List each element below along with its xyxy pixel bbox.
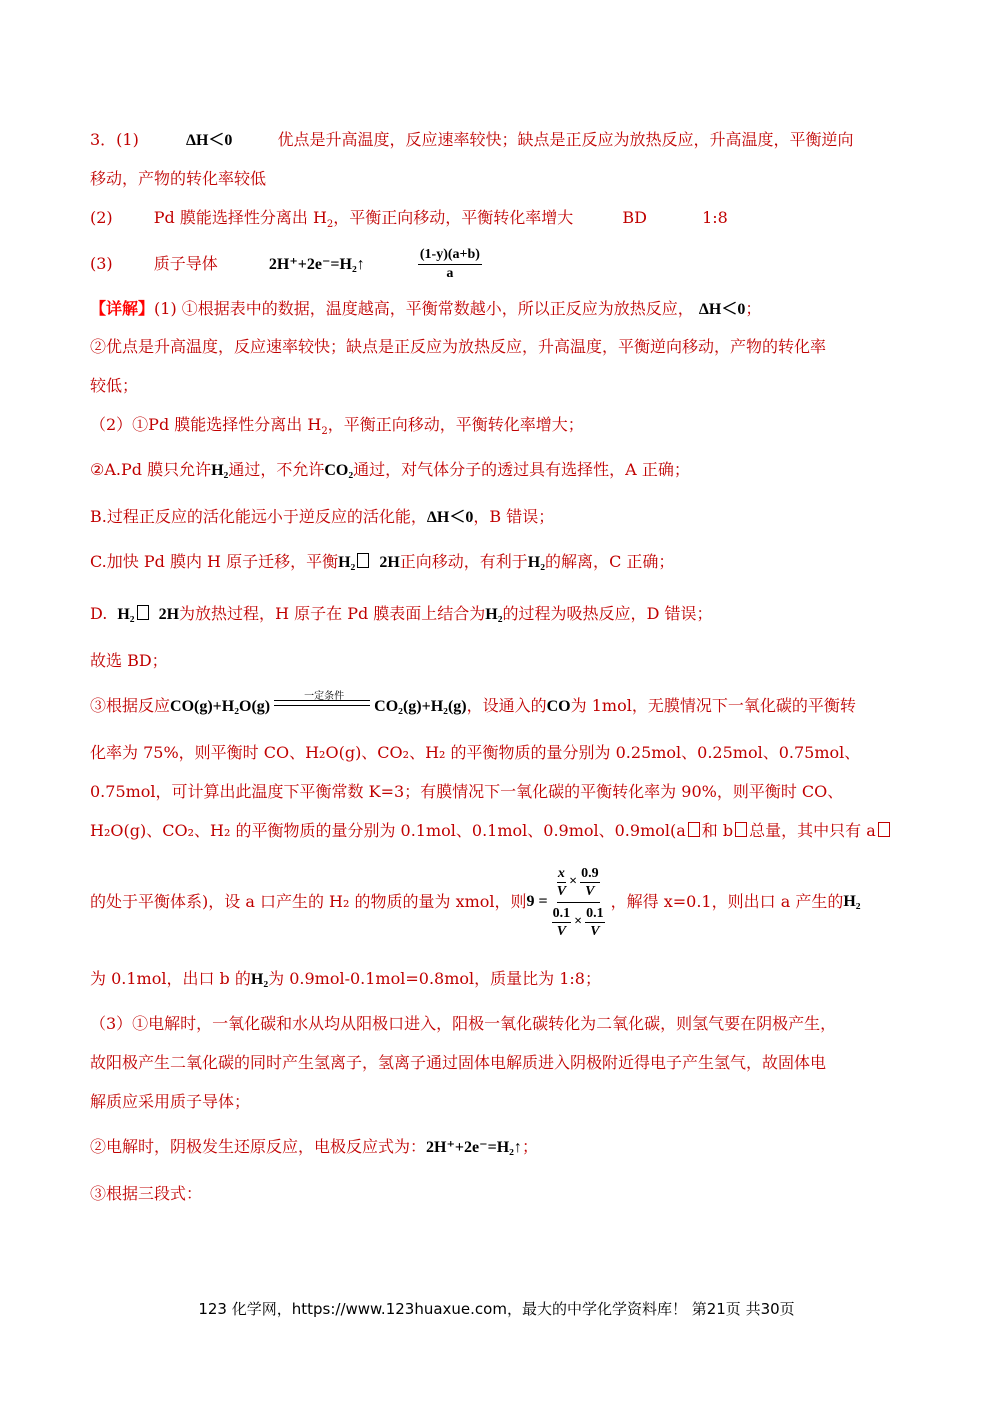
eq-x: x: [557, 865, 565, 881]
eq-v1: V: [556, 883, 567, 899]
detail-p15: （3）①电解时，一氧化碳和水从均从阳极口进入，阳极一氧化碳转化为二氧化碳，则氢气要在阴极产生，: [90, 1014, 837, 1033]
eq-09: 0.9: [581, 865, 599, 881]
answer-q3-2: (2) Pd 膜能选择性分离出 $H_2$，平衡正向移动，平衡转化率增大 BD 1:8: [90, 208, 728, 231]
box-a: [688, 822, 700, 837]
detail-p2a: ②优点是升高温度，反应速率较快；缺点是正反应为放热反应，升高温度，平衡逆向移动，产物的转化率: [90, 337, 827, 356]
formula-h2-f: H₂: [843, 893, 861, 910]
detail-p7-f: D: [646, 604, 660, 623]
formula-h2: H₂: [211, 462, 229, 479]
detail-p13-a: 的处于平衡体系)，设 a 口产生的 H₂ 的物质的量为 xmol，则: [90, 892, 527, 911]
detail-p12-b: 和 b: [701, 821, 734, 840]
detail-p6-a: C.加快 Pd 膜内 H 原子迁移，平衡: [90, 552, 339, 571]
detail-p7-c: H: [275, 604, 290, 623]
detail-p12-a: H₂O(g)、CO₂、H₂ 的平衡物质的量分别为 0.1mol、0.1mol、0.9mol、0.9mol(a: [90, 821, 686, 840]
detail-p1-dh: ΔH＜0: [698, 301, 746, 318]
detail-p9: [90, 690, 856, 717]
missing-glyph-box: [357, 553, 369, 568]
detail-p4-d: A: [625, 460, 637, 479]
q3-1-text-a: 优点是升高温度，反应速率较快；缺点是正反应为放热反应，升高温度，平衡逆向: [277, 130, 854, 149]
detail-p7-d: 原子在 Pd 膜表面上结合为: [289, 604, 486, 623]
detail-p10: 化率为 75%，则平衡时 CO、H₂O(g)、CO₂、H₂ 的平衡物质的量分别为 0.25mol、0.25mol、0.75mol、: [90, 743, 861, 762]
detail-p17: 解质应采用质子导体；: [90, 1092, 251, 1111]
answer-q3-1-cont: [90, 169, 266, 189]
q3-3-label: (3): [90, 254, 113, 273]
formula-h2-e: H₂: [485, 606, 503, 623]
detail-p7: [90, 604, 712, 625]
detail-p9-b: ，设通入的: [466, 696, 547, 715]
q3-3-conductor: 质子导体: [153, 254, 218, 273]
detail-p7-b: 为放热过程，: [179, 604, 276, 623]
reversible-arrow: [270, 690, 374, 715]
reaction-condition: 一定条件: [304, 690, 345, 702]
q3-2-bd: BD: [622, 208, 647, 227]
detail-p6-b: 正向移动，有利于: [399, 552, 528, 571]
box-c: [878, 822, 890, 837]
detail-p4-e: 正确；: [636, 460, 690, 479]
detail-p4: [90, 460, 690, 481]
detail-p18: [90, 1137, 538, 1158]
detail-p19: ③根据三段式：: [90, 1184, 203, 1203]
formula-2h: 2H: [379, 554, 400, 571]
formula-eq-left: CO(g)+H₂O(g): [170, 698, 271, 715]
answer-q3-1: [90, 130, 854, 151]
detail-p12-c: 总量，其中只有 a: [749, 821, 876, 840]
q3-1-label: 3．(1): [90, 130, 139, 149]
detail-p5-d: 错误；: [501, 507, 555, 526]
page-footer: 123 化学网，https://www.123huaxue.com，最大的中学化学资料库！ 第21页 共30页: [198, 1300, 795, 1318]
q3-2-text-pre: Pd 膜能选择性分离出 H: [153, 208, 327, 227]
equilibrium-equation: [527, 865, 605, 940]
detail-p1-text: (1) ①根据表中的数据，温度越高，平衡常数越小，所以正反应为放热反应，: [154, 299, 694, 318]
q3-3-fraction: [418, 246, 482, 283]
detail-p5-dh: ΔH＜0: [426, 509, 474, 526]
detail-p5-a: B.过程正反应的活化能远小于逆反应的活化能，: [90, 507, 427, 526]
detail-p12: [90, 821, 892, 841]
detail-p14-b: 为 0.9mol-0.1mol=0.8mol，质量比为 1:8；: [268, 969, 601, 988]
detail-p18-text: ②电解时，阴极发生还原反应，电极反应式为：: [90, 1137, 427, 1156]
formula-eq-right: CO₂(g)+H₂(g): [374, 698, 467, 715]
detail-p6-d: C: [609, 552, 622, 571]
detail-p6-c: 的解离，: [545, 552, 610, 571]
detail-p5-c: B: [489, 507, 502, 526]
detail-p2b: 较低；: [90, 376, 139, 395]
formula-cathode: 2H⁺+2e⁻=H₂↑: [426, 1139, 522, 1156]
eq-01a: 0.1: [552, 905, 571, 921]
formula-co: CO: [546, 698, 571, 715]
eq-v3: V: [556, 923, 567, 939]
answer-q3-3: [90, 246, 482, 283]
detail-p7-a: D.: [90, 604, 108, 623]
detail-p4-c: 通过，对气体分子的透过具有选择性，: [353, 460, 626, 479]
detail-p13-b: ，解得 x=0.1，则出口 a 产生的: [610, 892, 844, 911]
detail-p14: [90, 969, 601, 990]
formula-h2-g: H₂: [250, 971, 269, 988]
detail-p8: 故选 BD；: [90, 651, 168, 670]
detail-p13: [90, 858, 861, 946]
detail-p7-e: 的过程为吸热反应，: [502, 604, 647, 623]
detail-p6: [90, 552, 674, 573]
missing-glyph-box-2: [137, 605, 149, 620]
q3-2-label: (2): [90, 208, 113, 227]
detail-p7-g: 错误；: [659, 604, 713, 623]
detail-p5: [90, 507, 554, 528]
detail-p6-e: 正确；: [621, 552, 675, 571]
detail-p18-end: ；: [521, 1137, 538, 1156]
detail-p14-a: 为 0.1mol，出口 b 的: [90, 969, 251, 988]
q3-1-delta-h: ΔH＜0: [185, 132, 233, 149]
detail-p5-b: ，: [473, 507, 490, 526]
detail-p9-c: 为 1mol，无膜情况下一氧化碳的平衡转: [570, 696, 856, 715]
detail-p3-pre: （2）①Pd 膜能选择性分离出 H: [90, 415, 322, 434]
q3-3-frac-num: (1-y)(a+b): [418, 246, 482, 265]
formula-2h-b: 2H: [158, 606, 180, 623]
eq-times2: ×: [574, 914, 583, 929]
q3-3-equation: 2H⁺+2e⁻=H₂↑: [268, 256, 365, 273]
formula-h2-d: H₂: [117, 606, 135, 623]
detail-p4-b: 通过，不允许: [228, 460, 325, 479]
formula-co2: CO₂: [324, 462, 354, 479]
detail-p4-a: ②A.Pd 膜只允许: [90, 460, 212, 479]
eq-v2: V: [585, 883, 595, 899]
formula-h2-b: H₂: [338, 554, 356, 571]
detail-p1-end: ；: [745, 299, 762, 318]
box-b: [735, 822, 747, 837]
q3-1-text-b: 移动，产物的转化率较低: [90, 169, 267, 188]
eq-v4: V: [590, 923, 600, 939]
eq-nine: 9 =: [526, 893, 548, 910]
detail-p1: [90, 299, 761, 320]
formula-h2-c: H₂: [527, 554, 546, 571]
detail-p11: 0.75mol，可计算出此温度下平衡常数 K=3；有膜情况下一氧化碳的平衡转化率为 90%，则平衡时 CO、: [90, 782, 844, 801]
eq-01b: 0.1: [586, 905, 604, 921]
eq-times1: ×: [569, 874, 578, 889]
q3-3-frac-den: a: [446, 266, 454, 281]
detail-p3-post: ，平衡正向移动，平衡转化率增大；: [327, 415, 584, 434]
detail-p16: 故阳极产生二氧化碳的同时产生氢离子，氢离子通过固体电解质进入阴极附近得电子产生氢气，故固体电: [90, 1053, 827, 1072]
detail-p9-a: ③根据反应: [90, 696, 171, 715]
q3-2-text-post: ，平衡正向移动，平衡转化率增大: [333, 208, 574, 227]
q3-2-ratio: 1:8: [702, 208, 728, 227]
detail-p3: （2）①Pd 膜能选择性分离出 $H_2$，平衡正向移动，平衡转化率增大；: [90, 415, 584, 438]
detail-tag: 【详解】: [90, 299, 155, 318]
